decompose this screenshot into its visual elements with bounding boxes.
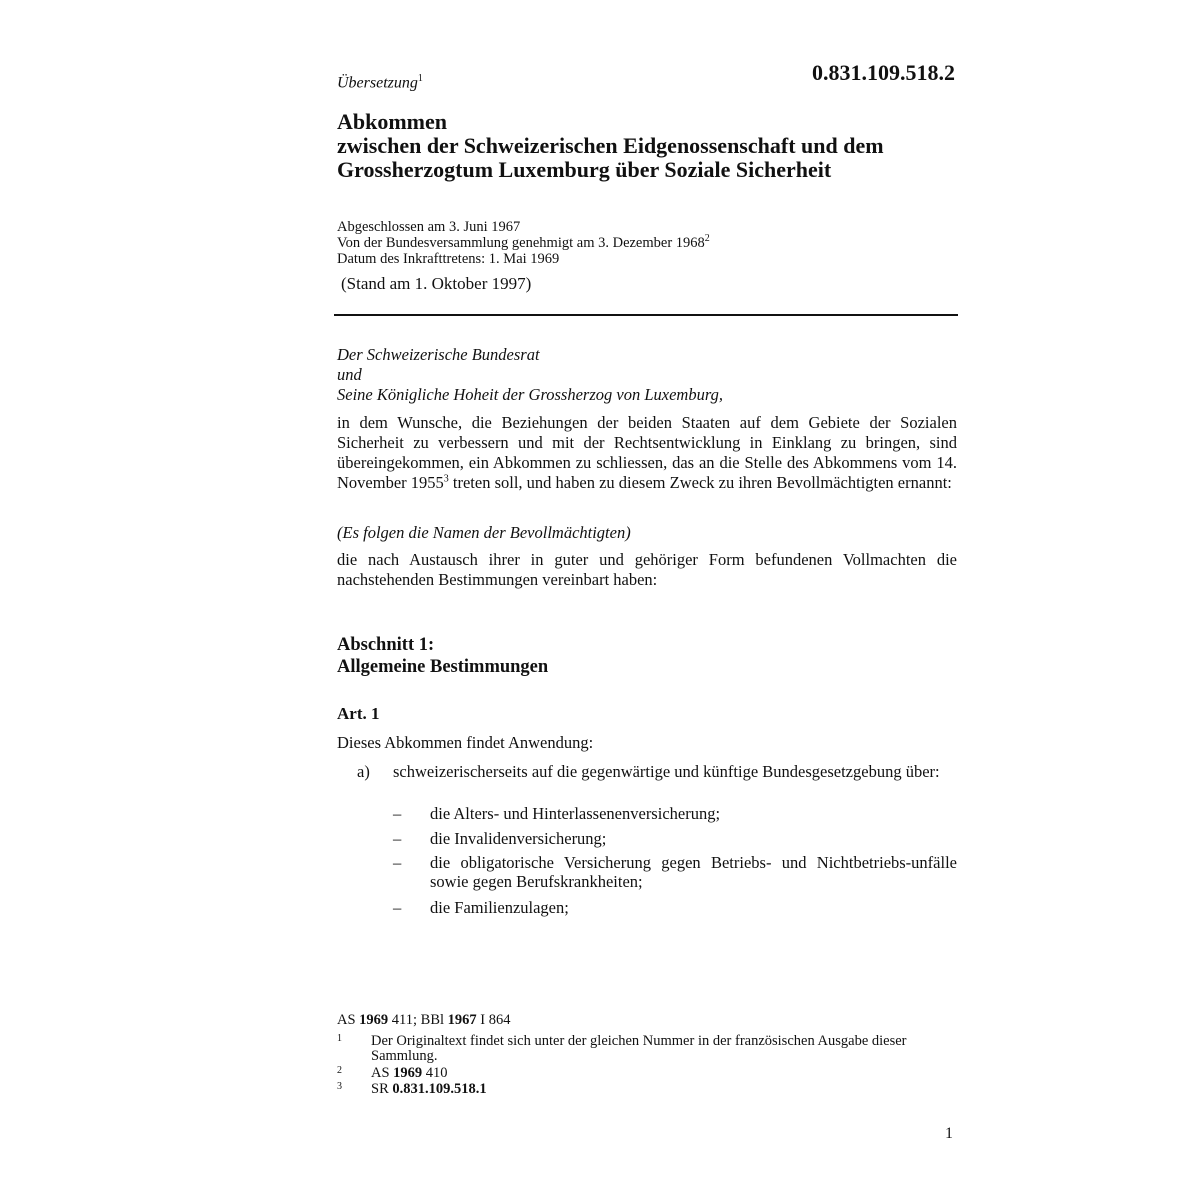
- footnote-suffix: 410: [422, 1065, 448, 1081]
- title-line: Grossherzogtum Luxemburg über Soziale Sicherheit: [337, 157, 832, 182]
- translation-label: [337, 73, 423, 92]
- source-page: I 864: [476, 1012, 511, 1028]
- party-line: Der Schweizerische Bundesrat: [337, 345, 540, 364]
- sr-number: 0.831.109.518.2: [812, 60, 955, 85]
- in-force-date: Datum des Inkrafttretens: 1. Mai 1969: [337, 251, 560, 267]
- translation-text: Übersetzung: [337, 74, 418, 92]
- contracting-parties: [337, 345, 957, 405]
- section-number: Abschnitt 1:: [337, 635, 435, 655]
- title-line: zwischen der Schweizerischen Eidgenossenschaft und dem: [337, 133, 884, 158]
- preamble-text-cont: treten soll, und haben zu diesem Zweck zu ihren Bevollmächtigten ernannt:: [448, 473, 952, 492]
- article-title: Art. 1: [337, 704, 380, 723]
- sub-list-text: die Familienzulagen;: [430, 898, 569, 917]
- footnote-ref[interactable]: 2: [704, 233, 710, 245]
- concluded-date: Abgeschlossen am 3. Juni 1967: [337, 219, 521, 235]
- dash-bullet: –: [393, 804, 402, 823]
- source-prefix: AS: [337, 1012, 360, 1028]
- sub-list-text: die obligatorische Versicherung gegen Betriebs- und Nichtbetriebs-unfälle sowie gegen Berufskrankheiten;: [430, 853, 957, 891]
- source-year: 1967: [447, 1012, 477, 1028]
- source-year: 1969: [359, 1012, 389, 1028]
- party-line: und: [337, 365, 362, 384]
- footnote-ref[interactable]: 3: [443, 473, 449, 485]
- footnote-prefix: SR: [371, 1081, 393, 1097]
- approval-date: [337, 235, 957, 251]
- footnote-number: 1: [337, 1033, 342, 1044]
- footnote-bold: 1969: [393, 1065, 423, 1081]
- footnote-text: [371, 1066, 941, 1081]
- dash-bullet: –: [393, 898, 402, 917]
- footnote-bold: 0.831.109.518.1: [392, 1081, 487, 1097]
- sub-list-text: die Alters- und Hinterlassenenversicherung;: [430, 804, 721, 823]
- footnote-text: Der Originaltext findet sich unter der gleichen Nummer in der französischen Ausgabe dieser Sammlung.: [371, 1033, 907, 1064]
- document-title: [337, 110, 977, 182]
- list-item-label: a): [357, 762, 370, 781]
- dash-bullet: –: [393, 853, 402, 872]
- document-meta: [337, 219, 957, 267]
- status-date: (Stand am 1. Oktober 1997): [341, 274, 532, 293]
- section-title: Allgemeine Bestimmungen: [337, 657, 549, 677]
- closing-paragraph: die nach Austausch ihrer in guter und gehöriger Form befundenen Vollmachten die nachstehenden Bestimmungen vereinbart haben:: [337, 550, 957, 589]
- title-line: Abkommen: [337, 109, 448, 134]
- source-page: 411; BBl: [388, 1012, 448, 1028]
- preamble-paragraph: [337, 413, 957, 493]
- preamble-text: in dem Wunsche, die Beziehungen der beiden Staaten auf dem Gebiete der Sozialen Sicherheit zu verbessern und mit der Rechtsentwicklung in Einklang zu bringen, sind übereingekommen, ein Abkommen zu schliessen, das an die Stelle des Abkommens vom 14. November 1955: [337, 413, 957, 492]
- article-intro: Dieses Abkommen findet Anwendung:: [337, 733, 594, 752]
- footnote-ref[interactable]: 1: [417, 73, 423, 84]
- dash-bullet: –: [393, 829, 402, 848]
- plenipotentiaries-note: (Es folgen die Namen der Bevollmächtigten): [337, 523, 631, 542]
- approval-text: Von der Bundesversammlung genehmigt am 3. Dezember 1968: [337, 235, 705, 251]
- party-line: Seine Königliche Hoheit der Grossherzog von Luxemburg,: [337, 385, 724, 404]
- footnote-prefix: AS: [371, 1065, 394, 1081]
- source-reference: [337, 1012, 511, 1029]
- footnote-number: 3: [337, 1081, 342, 1092]
- sub-list-text: die Invalidenversicherung;: [430, 829, 607, 848]
- page-number: 1: [945, 1125, 953, 1142]
- footnote-text: [371, 1082, 941, 1097]
- footnote-number: 2: [337, 1065, 342, 1076]
- header-divider: [334, 314, 958, 316]
- list-item-text: schweizerischerseits auf die gegenwärtige und künftige Bundesgesetzgebung über:: [393, 762, 940, 781]
- section-heading: [337, 634, 957, 678]
